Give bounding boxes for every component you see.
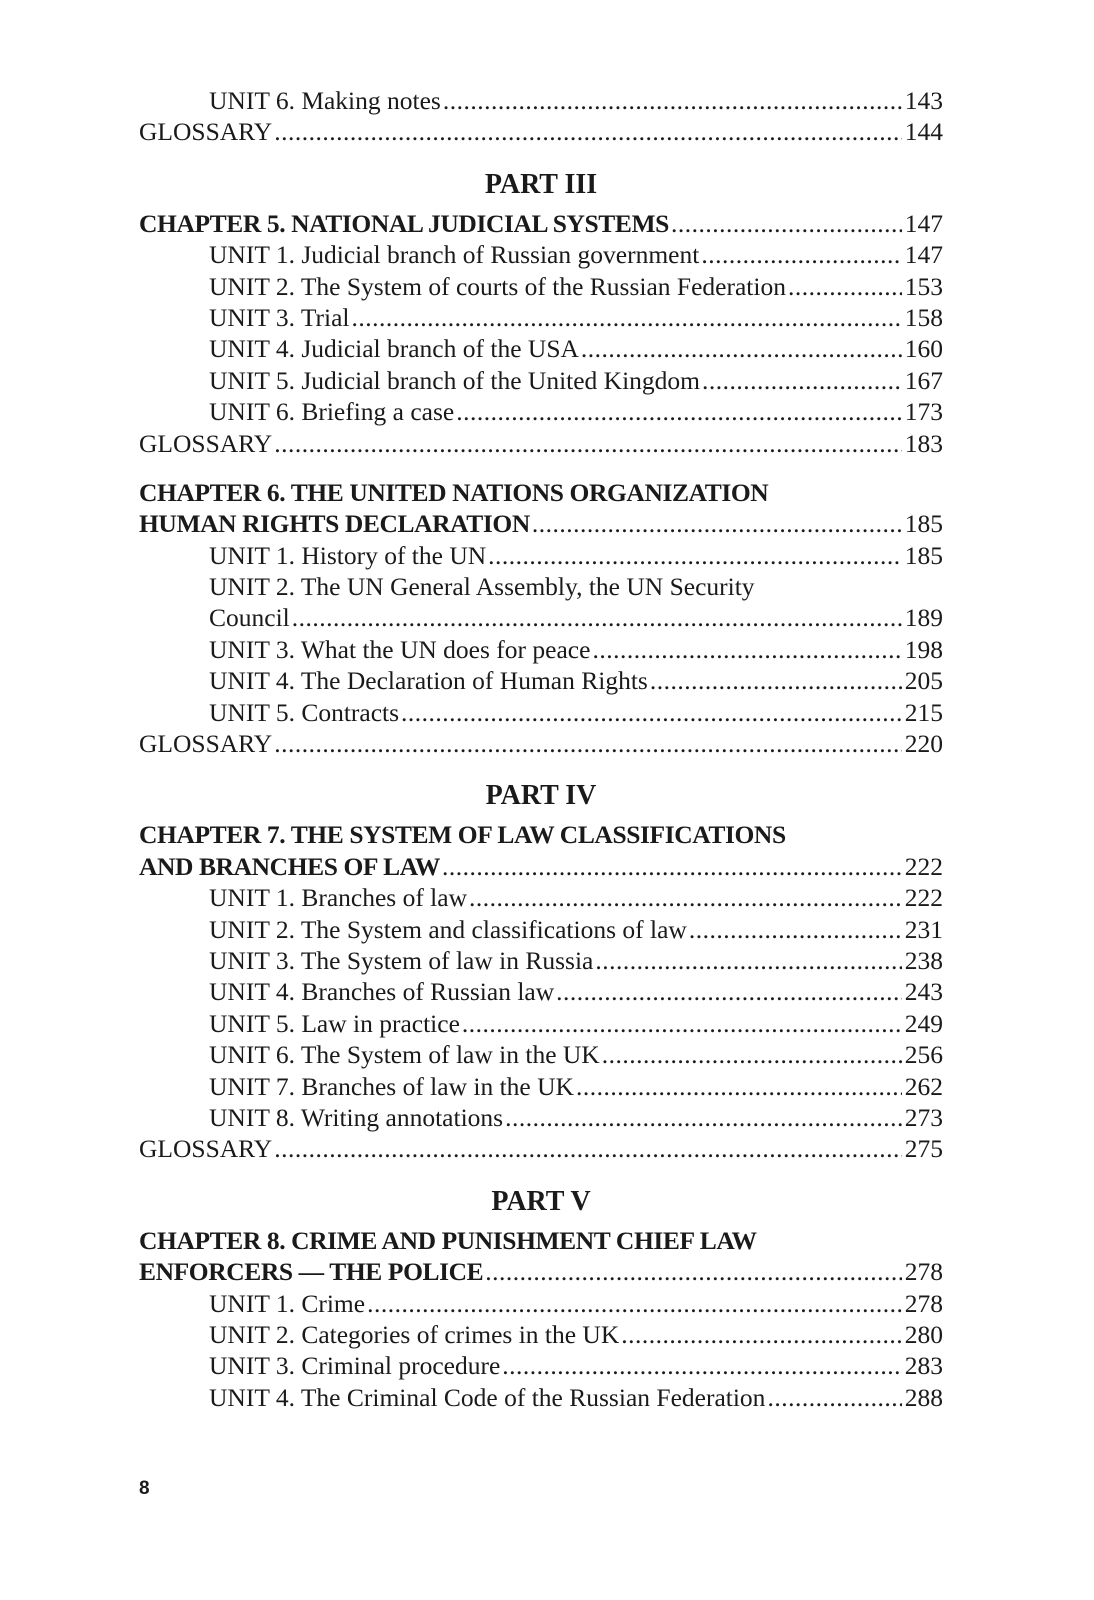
toc-unit-entry: [139, 1319, 943, 1350]
toc-entry-title: UNIT 5. Law in practice: [209, 1008, 460, 1038]
dot-leader: [442, 851, 902, 882]
toc-unit-entry: [139, 333, 943, 364]
toc-chapter-entry: [139, 208, 943, 239]
toc-page-number: 283: [904, 1351, 943, 1381]
dot-leader: [576, 1071, 902, 1102]
toc-page-number: 185: [904, 540, 943, 570]
toc-page-number: 220: [904, 729, 943, 759]
dot-leader: [401, 697, 902, 728]
toc-entry-title: GLOSSARY: [139, 117, 273, 147]
toc-entry-title: UNIT 2. The System of courts of the Russian Federation: [209, 271, 786, 301]
toc-unit-entry: [139, 1071, 943, 1102]
dot-leader: [443, 85, 902, 116]
toc-page-number: 167: [904, 365, 943, 395]
toc-page-number: 249: [904, 1008, 943, 1038]
toc-page-number: 153: [904, 271, 943, 301]
dot-leader: [274, 428, 902, 459]
toc-unit-entry: [139, 1350, 943, 1381]
toc-chapter-entry: [139, 477, 943, 508]
toc-page-number: 238: [904, 945, 943, 975]
toc-page-number: 158: [904, 302, 943, 332]
section-spacer: [139, 459, 943, 477]
toc-entry-title: UNIT 8. Writing annotations: [209, 1102, 504, 1132]
toc-unit-entry: [139, 239, 943, 270]
toc-unit-entry: [139, 1039, 943, 1070]
toc-unit-entry: [139, 634, 943, 665]
toc-entry-title: CHAPTER 6. THE UNITED NATIONS ORGANIZATION: [139, 477, 769, 507]
dot-leader: [595, 945, 901, 976]
toc-page-number: 243: [904, 977, 943, 1007]
toc-entry-title: UNIT 3. Trial: [209, 302, 350, 332]
dot-leader: [532, 508, 902, 539]
toc-entry-title: Council: [209, 603, 290, 633]
dot-leader: [702, 365, 902, 396]
part-heading: PART IV: [485, 780, 597, 812]
toc-unit-entry: [139, 665, 943, 696]
dot-leader: [274, 1133, 902, 1164]
toc-entry-title: UNIT 6. Making notes: [209, 86, 441, 115]
toc-page-number: 278: [904, 1288, 943, 1318]
toc-page-number: 231: [904, 914, 943, 944]
toc-entry-title: UNIT 2. The UN General Assembly, the UN Security: [209, 572, 755, 602]
toc-page-number: 222: [904, 851, 943, 881]
toc-page-number: 256: [904, 1040, 943, 1070]
toc-unit-entry: [139, 571, 943, 602]
toc-entry-title: UNIT 6. Briefing a case: [209, 397, 455, 427]
toc-entry-title: UNIT 2. The System and classifications of law: [209, 914, 687, 944]
toc-chapter-entry: [139, 851, 943, 882]
toc-page-number: 280: [904, 1319, 943, 1349]
dot-leader: [462, 1008, 902, 1039]
dot-leader: [650, 665, 902, 696]
toc-page-number: 278: [904, 1257, 943, 1287]
dot-leader: [602, 1039, 902, 1070]
toc-page-number: 222: [904, 883, 943, 913]
toc-page-number: 288: [904, 1382, 943, 1412]
dot-leader: [469, 882, 902, 913]
toc-entry-title: UNIT 7. Branches of law in the UK: [209, 1071, 574, 1101]
toc-page-number: 262: [904, 1071, 943, 1101]
part-heading: PART V: [491, 1185, 591, 1217]
toc-entry-title: UNIT 6. The System of law in the UK: [209, 1040, 600, 1070]
toc-entry-title: UNIT 2. Categories of crimes in the UK: [209, 1319, 620, 1349]
toc-chapter-entry: [139, 1256, 943, 1287]
table-of-contents: [139, 85, 943, 1413]
toc-entry-title: UNIT 1. Branches of law: [209, 883, 468, 913]
toc-page-number: 147: [904, 208, 943, 238]
dot-leader: [701, 239, 901, 270]
dot-leader: [621, 1319, 901, 1350]
dot-leader: [581, 333, 902, 364]
toc-entry-title: UNIT 3. The System of law in Russia: [209, 945, 594, 975]
dot-leader: [592, 634, 901, 665]
toc-entry-title: ENFORCERS — THE POLICE: [139, 1257, 484, 1287]
toc-entry-title: GLOSSARY: [139, 428, 273, 458]
toc-page-number: 144: [904, 117, 943, 147]
toc-unit-entry: [139, 540, 943, 571]
toc-chapter-entry: [139, 819, 943, 850]
toc-entry-title: GLOSSARY: [139, 1134, 273, 1164]
toc-unit-entry: [139, 1288, 943, 1319]
toc-entry-title: UNIT 1. Crime: [209, 1288, 366, 1318]
toc-unit-entry: [139, 396, 943, 427]
dot-leader: [485, 1256, 901, 1287]
toc-unit-entry: [139, 697, 943, 728]
toc-unit-entry: [139, 882, 943, 913]
page-number: 8: [139, 1478, 150, 1499]
toc-unit-entry: [139, 1008, 943, 1039]
toc-unit-entry: [139, 976, 943, 1007]
toc-entry-title: UNIT 1. Judicial branch of Russian government: [209, 240, 700, 270]
toc-glossary-entry: [139, 428, 943, 459]
toc-unit-entry: [139, 602, 943, 633]
toc-entry-title: GLOSSARY: [139, 729, 273, 759]
toc-entry-title: UNIT 4. The Criminal Code of the Russian Federation: [209, 1382, 766, 1412]
dot-leader: [788, 271, 902, 302]
toc-entry-title: UNIT 4. Branches of Russian law: [209, 977, 555, 1007]
part-heading: PART III: [484, 168, 598, 200]
toc-entry-title: UNIT 3. Criminal procedure: [209, 1351, 501, 1381]
toc-entry-title: CHAPTER 8. CRIME AND PUNISHMENT CHIEF LAW: [139, 1225, 757, 1255]
toc-unit-entry: [139, 1102, 943, 1133]
toc-entry-title: UNIT 3. What the UN does for peace: [209, 634, 591, 664]
dot-leader: [556, 976, 902, 1007]
toc-unit-entry: [139, 85, 943, 116]
toc-entry-title: HUMAN RIGHTS DECLARATION: [139, 509, 530, 539]
toc-unit-entry: [139, 914, 943, 945]
toc-page-number: 205: [904, 666, 943, 696]
dot-leader: [689, 914, 902, 945]
toc-page-number: 185: [904, 509, 943, 539]
toc-unit-entry: [139, 1382, 943, 1413]
toc-entry-title: CHAPTER 5. NATIONAL JUDICIAL SYSTEMS: [139, 208, 669, 238]
toc-page-number: 198: [904, 634, 943, 664]
dot-leader: [488, 540, 902, 571]
toc-unit-entry: [139, 365, 943, 396]
toc-page-number: 143: [904, 86, 943, 115]
dot-leader: [352, 302, 902, 333]
dot-leader: [671, 208, 902, 239]
toc-unit-entry: [139, 302, 943, 333]
toc-page-number: 275: [904, 1134, 943, 1164]
toc-glossary-entry: [139, 116, 943, 147]
toc-page-number: 147: [904, 240, 943, 270]
toc-chapter-entry: [139, 508, 943, 539]
dot-leader: [367, 1288, 902, 1319]
toc-page-number: 189: [904, 603, 943, 633]
toc-glossary-entry: [139, 728, 943, 759]
toc-entry-title: AND BRANCHES OF LAW: [139, 851, 441, 881]
dot-leader: [274, 728, 902, 759]
dot-leader: [505, 1102, 902, 1133]
toc-chapter-entry: [139, 1225, 943, 1256]
toc-glossary-entry: [139, 1133, 943, 1164]
toc-entry-title: UNIT 5. Contracts: [209, 697, 400, 727]
toc-entry-title: UNIT 1. History of the UN: [209, 540, 487, 570]
toc-entry-title: UNIT 5. Judicial branch of the United Kingdom: [209, 365, 701, 395]
dot-leader: [292, 602, 902, 633]
toc-page-number: 160: [904, 334, 943, 364]
toc-page-number: 183: [904, 428, 943, 458]
toc-unit-entry: [139, 271, 943, 302]
toc-page-number: 273: [904, 1102, 943, 1132]
dot-leader: [502, 1350, 901, 1381]
toc-entry-title: UNIT 4. Judicial branch of the USA: [209, 334, 579, 364]
dot-leader: [274, 116, 902, 147]
toc-unit-entry: [139, 945, 943, 976]
toc-page-number: 173: [904, 397, 943, 427]
toc-entry-title: UNIT 4. The Declaration of Human Rights: [209, 666, 648, 696]
toc-page-number: 215: [904, 697, 943, 727]
dot-leader: [767, 1382, 901, 1413]
dot-leader: [456, 396, 902, 427]
toc-entry-title: CHAPTER 7. THE SYSTEM OF LAW CLASSIFICATIONS: [139, 820, 786, 850]
